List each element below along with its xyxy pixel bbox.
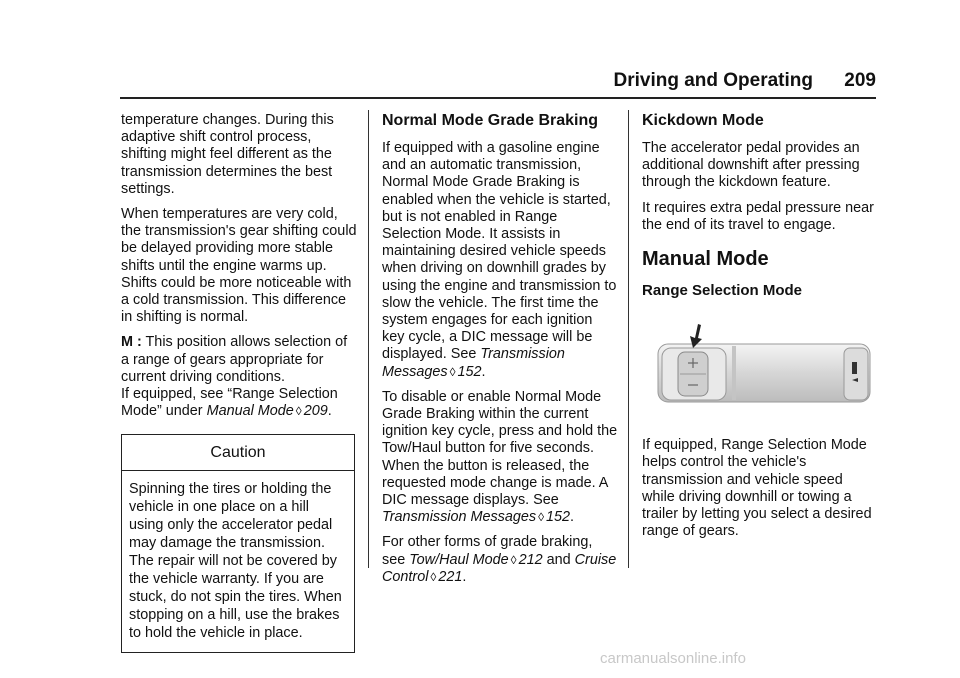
cross-reference-link[interactable]: Transmission Messages ◊ 152: [382, 346, 565, 380]
column-left: [121, 112, 357, 653]
column-right: [642, 112, 878, 548]
column-divider: [628, 110, 629, 568]
chapter-heading: Manual Mode: [642, 248, 769, 271]
column-middle: [382, 112, 618, 594]
caution-box: [121, 434, 355, 652]
paragraph: temperature changes. During this adaptive shift control process, shifting might feel different as the transmission determines the best settings.: [121, 112, 334, 197]
column-divider: [368, 110, 369, 568]
manual-position-paragraph: M : This position allows selection of a range of gears appropriate for current driving conditions. If equipped, see “Range Selection Mode” under Manual Mode ◊ 209.: [121, 334, 348, 420]
section-heading: Kickdown Mode: [642, 112, 764, 129]
shift-lever-illustration: [654, 322, 876, 418]
tow-haul-icon: [852, 362, 857, 374]
caution-title: Caution: [122, 435, 354, 470]
cross-reference-link[interactable]: Tow/Haul Mode ◊ 212: [409, 551, 543, 568]
section-heading: Normal Mode Grade Braking: [382, 112, 599, 129]
page-header: [0, 70, 876, 92]
cross-reference-link[interactable]: Manual Mode ◊ 209: [206, 403, 328, 420]
paragraph: The accelerator pedal provides an additional downshift after pressing through the kickdown feature.: [642, 140, 860, 191]
page-ref-icon: ◊: [449, 364, 456, 379]
caution-text: Spinning the tires or holding the vehicle in one place on a hill using only the accelerator pedal may damage the transmission. The repair will not be covered by the vehicle warranty. If you are stuck, do not spin the tires. When stopping on a hill, use the brakes to hold the vehicle in place.: [129, 480, 342, 641]
page-ref-icon: ◊: [510, 552, 517, 567]
paragraph: When temperatures are very cold, the transmission's gear shifting could be delayed providing more stable shifts until the engine warms up. Shifts could be more noticeable with a cold transmission. This difference in shifting is normal.: [121, 206, 357, 326]
cross-reference-link[interactable]: Cruise Control ◊ 221: [382, 551, 617, 585]
m-label: M :: [121, 334, 142, 351]
paragraph: It requires extra pedal pressure near the end of its travel to engage.: [642, 199, 874, 233]
section-title: Driving and Operating: [613, 70, 814, 91]
cross-reference-link[interactable]: Transmission Messages ◊ 152: [382, 509, 571, 526]
page-ref-icon: ◊: [430, 569, 437, 584]
header-rule: [120, 97, 876, 99]
page-ref-icon: ◊: [295, 404, 302, 419]
paragraph: If equipped with a gasoline engine and an automatic transmission, Normal Mode Grade Braking is enabled when the vehicle is started, but is not enabled in Range Selection Mode. It assists in maintaining desired vehicle speeds when driving on downhill grades by using the engine and transmission to slow the vehicle. The first time the system engages for each ignition key cycle, a DIC message will be displayed. See Transmission Messages ◊ 152.: [382, 140, 617, 380]
page-number: 209: [844, 70, 876, 91]
watermark: carmanualsonline.info: [600, 650, 746, 667]
paragraph: For other forms of grade braking, see Tow/Haul Mode ◊ 212 and Cruise Control ◊ 221.: [382, 534, 617, 585]
page-ref-icon: ◊: [538, 510, 545, 525]
paragraph: To disable or enable Normal Mode Grade Braking within the current ignition key cycle, press and hold the Tow/Haul button for five seconds. When the button is released, the requested mode change is made. A DIC message displays. See Transmission Messages ◊ 152.: [382, 388, 618, 526]
paragraph: If equipped, Range Selection Mode helps control the vehicle's transmission and vehicle speed while driving downhill or towing a trailer by letting you select a desired range of gears.: [642, 437, 872, 540]
subsection-heading: Range Selection Mode: [642, 282, 803, 300]
